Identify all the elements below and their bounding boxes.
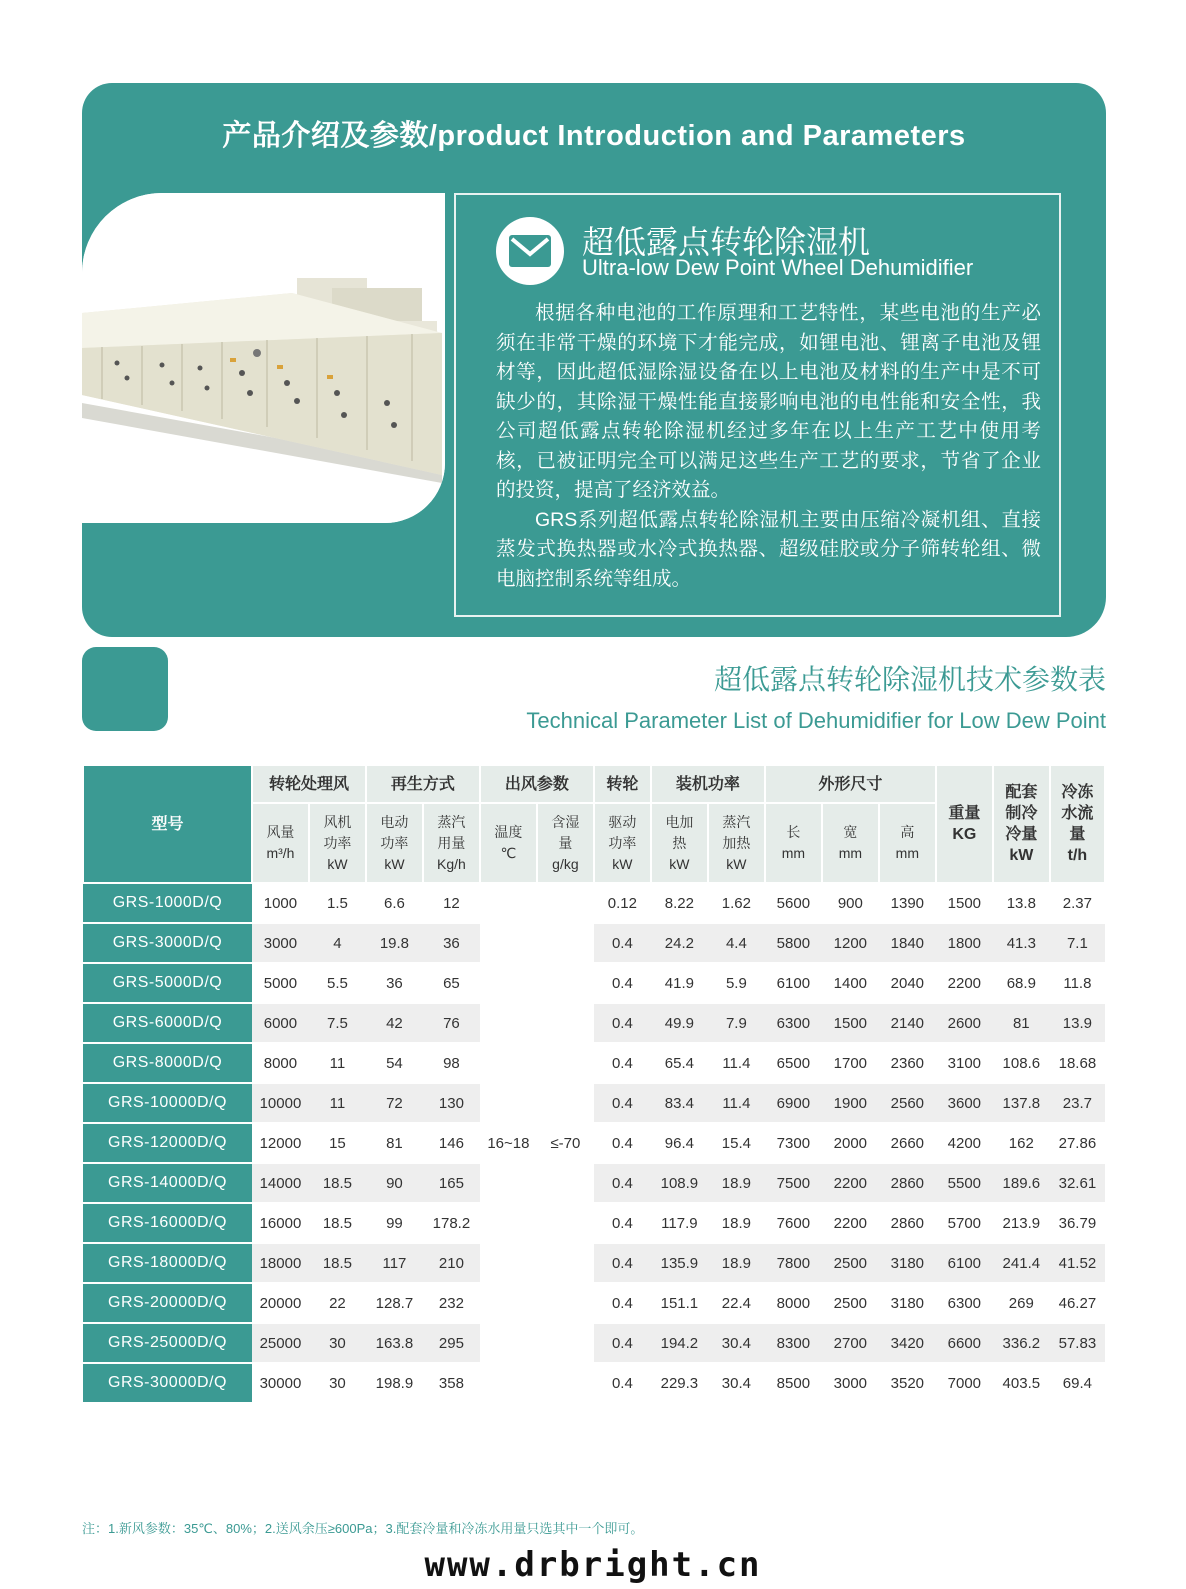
value-cell: 213.9 <box>993 1203 1050 1243</box>
value-cell: 198.9 <box>366 1363 423 1403</box>
table-row <box>83 1243 1105 1283</box>
value-cell: 3000 <box>252 923 309 963</box>
value-cell: 7.5 <box>309 1003 366 1043</box>
value-cell: 0.4 <box>594 1123 651 1163</box>
value-cell: 18.9 <box>708 1203 765 1243</box>
value-cell: 30000 <box>252 1363 309 1403</box>
value-cell: 98 <box>423 1043 480 1083</box>
value-cell: 0.12 <box>594 883 651 923</box>
table-body <box>83 883 1105 1403</box>
mail-icon <box>496 217 564 285</box>
value-cell: 99 <box>366 1203 423 1243</box>
value-cell: 36.79 <box>1050 1203 1105 1243</box>
value-cell: 0.4 <box>594 1003 651 1043</box>
value-cell: 5000 <box>252 963 309 1003</box>
value-cell: 8000 <box>252 1043 309 1083</box>
value-cell: 24.2 <box>651 923 708 963</box>
value-cell: 1.5 <box>309 883 366 923</box>
value-cell: 83.4 <box>651 1083 708 1123</box>
intro-panel <box>82 83 1106 637</box>
value-cell: 2500 <box>822 1243 879 1283</box>
value-cell: 7500 <box>765 1163 822 1203</box>
value-cell: 13.9 <box>1050 1003 1105 1043</box>
value-cell: 6500 <box>765 1043 822 1083</box>
model-cell: GRS-1000D/Q <box>83 883 252 923</box>
value-cell: 7000 <box>936 1363 993 1403</box>
value-cell: 8.22 <box>651 883 708 923</box>
value-cell: 6000 <box>252 1003 309 1043</box>
value-cell: 137.8 <box>993 1083 1050 1123</box>
table-title-en: Technical Parameter List of Dehumidifier for Low Dew Point <box>526 708 1106 733</box>
value-cell: 18.5 <box>309 1163 366 1203</box>
value-cell: 7300 <box>765 1123 822 1163</box>
header-cooling: 配套 制冷 冷量 kW <box>993 765 1050 883</box>
outlet-moisture-cell: ≤-70 <box>537 883 594 1403</box>
value-cell: 36 <box>366 963 423 1003</box>
header-wheel-air: 转轮处理风 <box>252 765 366 803</box>
value-cell: 46.27 <box>1050 1283 1105 1323</box>
table-row <box>83 1123 1105 1163</box>
value-cell: 18000 <box>252 1243 309 1283</box>
value-cell: 336.2 <box>993 1323 1050 1363</box>
value-cell: 25000 <box>252 1323 309 1363</box>
value-cell: 4200 <box>936 1123 993 1163</box>
value-cell: 1800 <box>936 923 993 963</box>
header-steam-heat: 蒸汽 加热 kW <box>708 803 765 883</box>
value-cell: 2200 <box>822 1203 879 1243</box>
value-cell: 8300 <box>765 1323 822 1363</box>
value-cell: 210 <box>423 1243 480 1283</box>
value-cell: 7600 <box>765 1203 822 1243</box>
value-cell: 4 <box>309 923 366 963</box>
value-cell: 10000 <box>252 1083 309 1123</box>
value-cell: 30 <box>309 1323 366 1363</box>
value-cell: 69.4 <box>1050 1363 1105 1403</box>
value-cell: 27.86 <box>1050 1123 1105 1163</box>
value-cell: 165 <box>423 1163 480 1203</box>
value-cell: 108.9 <box>651 1163 708 1203</box>
value-cell: 0.4 <box>594 1323 651 1363</box>
header-regen: 再生方式 <box>366 765 480 803</box>
table-row <box>83 923 1105 963</box>
value-cell: 11.8 <box>1050 963 1105 1003</box>
value-cell: 32.61 <box>1050 1163 1105 1203</box>
value-cell: 0.4 <box>594 1243 651 1283</box>
value-cell: 54 <box>366 1043 423 1083</box>
header-height: 高 mm <box>879 803 936 883</box>
value-cell: 7800 <box>765 1243 822 1283</box>
value-cell: 0.4 <box>594 1283 651 1323</box>
header-airflow: 风量 m³/h <box>252 803 309 883</box>
description-paragraph: 根据各种电池的工作原理和工艺特性，某些电池的生产必须在非常干燥的环境下才能完成，如锂电池、锂离子电池及锂材等，因此超低湿除湿设备在以上电池及材料的生产中是不可缺少的，其除湿干燥性能直接影响电池的电性能和安全性，我公司超低露点转轮除湿机经过多年在以上生产工艺中使用考核，已被证明完全可以满足这些生产工艺的要求，节省了企业的投资，提高了经济效益。 <box>496 302 1041 501</box>
value-cell: 41.3 <box>993 923 1050 963</box>
value-cell: 12 <box>423 883 480 923</box>
value-cell: 0.4 <box>594 1163 651 1203</box>
value-cell: 68.9 <box>993 963 1050 1003</box>
value-cell: 76 <box>423 1003 480 1043</box>
model-cell: GRS-18000D/Q <box>83 1243 252 1283</box>
value-cell: 146 <box>423 1123 480 1163</box>
value-cell: 41.52 <box>1050 1243 1105 1283</box>
product-photo <box>82 193 445 523</box>
value-cell: 0.4 <box>594 1363 651 1403</box>
table-row <box>83 1363 1105 1403</box>
value-cell: 3600 <box>936 1083 993 1123</box>
value-cell: 11 <box>309 1083 366 1123</box>
value-cell: 2200 <box>936 963 993 1003</box>
value-cell: 403.5 <box>993 1363 1050 1403</box>
value-cell: 6900 <box>765 1083 822 1123</box>
model-cell: GRS-16000D/Q <box>83 1203 252 1243</box>
table-row <box>83 1083 1105 1123</box>
value-cell: 1390 <box>879 883 936 923</box>
model-cell: GRS-12000D/Q <box>83 1123 252 1163</box>
value-cell: 2.37 <box>1050 883 1105 923</box>
value-cell: 269 <box>993 1283 1050 1323</box>
value-cell: 2660 <box>879 1123 936 1163</box>
header-length: 长 mm <box>765 803 822 883</box>
value-cell: 2700 <box>822 1323 879 1363</box>
product-name-cn: 超低露点转轮除湿机 <box>582 224 871 260</box>
model-cell: GRS-5000D/Q <box>83 963 252 1003</box>
value-cell: 0.4 <box>594 1203 651 1243</box>
value-cell: 108.6 <box>993 1043 1050 1083</box>
header-drive: 驱动 功率 kW <box>594 803 651 883</box>
value-cell: 295 <box>423 1323 480 1363</box>
value-cell: 1200 <box>822 923 879 963</box>
value-cell: 232 <box>423 1283 480 1323</box>
header-wheel: 转轮 <box>594 765 651 803</box>
value-cell: 3180 <box>879 1283 936 1323</box>
value-cell: 6100 <box>765 963 822 1003</box>
value-cell: 5.5 <box>309 963 366 1003</box>
value-cell: 23.7 <box>1050 1083 1105 1123</box>
value-cell: 5600 <box>765 883 822 923</box>
parameter-table <box>82 764 1106 1404</box>
value-cell: 1.62 <box>708 883 765 923</box>
value-cell: 2200 <box>822 1163 879 1203</box>
value-cell: 65 <box>423 963 480 1003</box>
value-cell: 36 <box>423 923 480 963</box>
value-cell: 18.5 <box>309 1243 366 1283</box>
dehumidifier-illustration <box>82 193 445 523</box>
value-cell: 4.4 <box>708 923 765 963</box>
value-cell: 49.9 <box>651 1003 708 1043</box>
header-weight: 重量 KG <box>936 765 993 883</box>
value-cell: 162 <box>993 1123 1050 1163</box>
product-name-en: Ultra-low Dew Point Wheel Dehumidifier <box>582 255 974 280</box>
value-cell: 2560 <box>879 1083 936 1123</box>
model-cell: GRS-3000D/Q <box>83 923 252 963</box>
model-cell: GRS-20000D/Q <box>83 1283 252 1323</box>
header-fan-power: 风机 功率 kW <box>309 803 366 883</box>
value-cell: 2040 <box>879 963 936 1003</box>
value-cell: 72 <box>366 1083 423 1123</box>
value-cell: 15 <box>309 1123 366 1163</box>
value-cell: 2000 <box>822 1123 879 1163</box>
table-row <box>83 963 1105 1003</box>
model-cell: GRS-8000D/Q <box>83 1043 252 1083</box>
footnote: 注：1.新风参数：35℃、80%；2.送风余压≥600Pa；3.配套冷量和冷冻水用量只选其中一个即可。 <box>82 1521 644 1536</box>
model-cell: GRS-10000D/Q <box>83 1083 252 1123</box>
value-cell: 22 <box>309 1283 366 1323</box>
value-cell: 15.4 <box>708 1123 765 1163</box>
value-cell: 18.5 <box>309 1203 366 1243</box>
value-cell: 6600 <box>936 1323 993 1363</box>
value-cell: 16000 <box>252 1203 309 1243</box>
value-cell: 30 <box>309 1363 366 1403</box>
value-cell: 178.2 <box>423 1203 480 1243</box>
value-cell: 2600 <box>936 1003 993 1043</box>
value-cell: 8000 <box>765 1283 822 1323</box>
header-outlet: 出风参数 <box>480 765 594 803</box>
value-cell: 18.9 <box>708 1163 765 1203</box>
value-cell: 30.4 <box>708 1363 765 1403</box>
value-cell: 0.4 <box>594 923 651 963</box>
page-title: 产品介绍及参数/product Introduction and Parameters <box>222 120 966 152</box>
value-cell: 6.6 <box>366 883 423 923</box>
value-cell: 42 <box>366 1003 423 1043</box>
header-width: 宽 mm <box>822 803 879 883</box>
value-cell: 189.6 <box>993 1163 1050 1203</box>
value-cell: 135.9 <box>651 1243 708 1283</box>
header-elec-power: 电动 功率 kW <box>366 803 423 883</box>
value-cell: 5.9 <box>708 963 765 1003</box>
product-description-box <box>454 193 1061 617</box>
value-cell: 11.4 <box>708 1083 765 1123</box>
value-cell: 117.9 <box>651 1203 708 1243</box>
value-cell: 13.8 <box>993 883 1050 923</box>
value-cell: 130 <box>423 1083 480 1123</box>
table-row <box>83 1203 1105 1243</box>
value-cell: 96.4 <box>651 1123 708 1163</box>
value-cell: 6300 <box>936 1283 993 1323</box>
header-elec-heat: 电加 热 kW <box>651 803 708 883</box>
value-cell: 12000 <box>252 1123 309 1163</box>
value-cell: 65.4 <box>651 1043 708 1083</box>
value-cell: 2140 <box>879 1003 936 1043</box>
table-title-cn: 超低露点转轮除湿机技术参数表 <box>713 664 1106 695</box>
model-cell: GRS-14000D/Q <box>83 1163 252 1203</box>
decorative-tab <box>82 647 168 731</box>
table-row <box>83 1323 1105 1363</box>
model-cell: GRS-25000D/Q <box>83 1323 252 1363</box>
value-cell: 151.1 <box>651 1283 708 1323</box>
value-cell: 3180 <box>879 1243 936 1283</box>
description-paragraph: GRS系列超低露点转轮除湿机主要由压缩冷凝机组、直接蒸发式换热器或水冷式换热器、超级硅胶或分子筛转轮组、微电脑控制系统等组成。 <box>496 508 1041 590</box>
value-cell: 5500 <box>936 1163 993 1203</box>
value-cell: 90 <box>366 1163 423 1203</box>
table-row <box>83 1163 1105 1203</box>
value-cell: 1400 <box>822 963 879 1003</box>
value-cell: 900 <box>822 883 879 923</box>
value-cell: 1500 <box>822 1003 879 1043</box>
value-cell: 241.4 <box>993 1243 1050 1283</box>
value-cell: 18.9 <box>708 1243 765 1283</box>
value-cell: 128.7 <box>366 1283 423 1323</box>
value-cell: 5800 <box>765 923 822 963</box>
value-cell: 358 <box>423 1363 480 1403</box>
value-cell: 6100 <box>936 1243 993 1283</box>
table-row <box>83 883 1105 923</box>
value-cell: 11.4 <box>708 1043 765 1083</box>
header-temp: 温度 ℃ <box>480 803 537 883</box>
value-cell: 0.4 <box>594 1043 651 1083</box>
model-cell: GRS-6000D/Q <box>83 1003 252 1043</box>
value-cell: 7.1 <box>1050 923 1105 963</box>
value-cell: 5700 <box>936 1203 993 1243</box>
value-cell: 1840 <box>879 923 936 963</box>
website-url: www.drbright.cn <box>424 1545 762 1585</box>
value-cell: 41.9 <box>651 963 708 1003</box>
value-cell: 57.83 <box>1050 1323 1105 1363</box>
value-cell: 0.4 <box>594 963 651 1003</box>
value-cell: 7.9 <box>708 1003 765 1043</box>
model-cell: GRS-30000D/Q <box>83 1363 252 1403</box>
table-row <box>83 1003 1105 1043</box>
header-model: 型号 <box>83 765 252 883</box>
value-cell: 11 <box>309 1043 366 1083</box>
value-cell: 20000 <box>252 1283 309 1323</box>
value-cell: 117 <box>366 1243 423 1283</box>
value-cell: 1900 <box>822 1083 879 1123</box>
value-cell: 14000 <box>252 1163 309 1203</box>
table-row <box>83 1043 1105 1083</box>
value-cell: 30.4 <box>708 1323 765 1363</box>
value-cell: 81 <box>366 1123 423 1163</box>
value-cell: 3520 <box>879 1363 936 1403</box>
value-cell: 18.68 <box>1050 1043 1105 1083</box>
value-cell: 3000 <box>822 1363 879 1403</box>
header-chilled-water: 冷冻 水流 量 t/h <box>1050 765 1105 883</box>
value-cell: 3420 <box>879 1323 936 1363</box>
value-cell: 2860 <box>879 1203 936 1243</box>
value-cell: 0.4 <box>594 1083 651 1123</box>
header-moisture: 含湿 量 g/kg <box>537 803 594 883</box>
value-cell: 1000 <box>252 883 309 923</box>
value-cell: 2360 <box>879 1043 936 1083</box>
value-cell: 2860 <box>879 1163 936 1203</box>
header-steam: 蒸汽 用量 Kg/h <box>423 803 480 883</box>
value-cell: 2500 <box>822 1283 879 1323</box>
product-description <box>496 299 1041 594</box>
value-cell: 8500 <box>765 1363 822 1403</box>
value-cell: 6300 <box>765 1003 822 1043</box>
table-row <box>83 1283 1105 1323</box>
value-cell: 1500 <box>936 883 993 923</box>
value-cell: 1700 <box>822 1043 879 1083</box>
header-size: 外形尺寸 <box>765 765 936 803</box>
value-cell: 229.3 <box>651 1363 708 1403</box>
value-cell: 194.2 <box>651 1323 708 1363</box>
value-cell: 19.8 <box>366 923 423 963</box>
value-cell: 81 <box>993 1003 1050 1043</box>
value-cell: 3100 <box>936 1043 993 1083</box>
value-cell: 22.4 <box>708 1283 765 1323</box>
header-power: 装机功率 <box>651 765 765 803</box>
value-cell: 163.8 <box>366 1323 423 1363</box>
outlet-temp-cell: 16~18 <box>480 883 537 1403</box>
